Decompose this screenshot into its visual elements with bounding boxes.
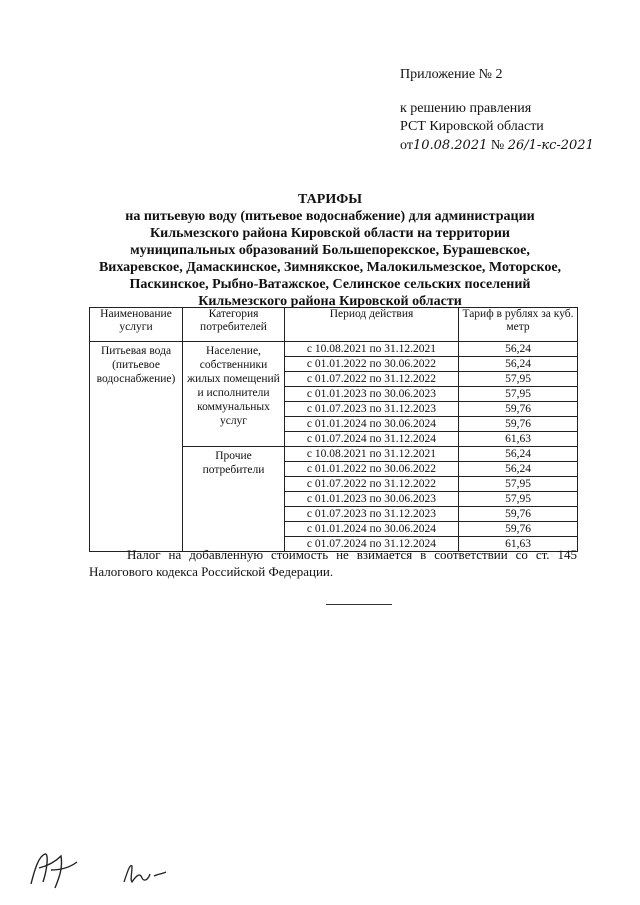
period-cell: с 01.01.2022 по 30.06.2022 (285, 462, 459, 477)
tariff-cell: 57,95 (459, 477, 578, 492)
table-row (90, 342, 578, 357)
tariff-cell: 56,24 (459, 342, 578, 357)
tariff-cell: 56,24 (459, 462, 578, 477)
handwritten-number: 26/1-кс-2021 (507, 138, 594, 153)
period-cell: с 01.01.2024 по 30.06.2024 (285, 522, 459, 537)
period-cell: с 01.07.2023 по 31.12.2023 (285, 402, 459, 417)
tariff-cell: 59,76 (459, 402, 578, 417)
handwritten-date: 10.08.2021 (412, 138, 488, 153)
tariff-cell: 61,63 (459, 537, 578, 552)
decision-line-1: к решению правления (400, 101, 532, 116)
period-cell: с 10.08.2021 по 31.12.2021 (285, 447, 459, 462)
signature-scribble-2 (120, 860, 170, 886)
tariff-cell: 59,76 (459, 417, 578, 432)
period-cell: с 01.07.2022 по 31.12.2022 (285, 477, 459, 492)
from-label: от (400, 138, 413, 153)
period-cell: с 01.07.2022 по 31.12.2022 (285, 372, 459, 387)
appendix-label: Приложение № 2 (400, 67, 503, 82)
title-line: Вихаревское, Дамаскинское, Зимнякское, Малокильмезское, Моторское, (98, 260, 562, 275)
column-header-category: Категория потребителей (183, 308, 285, 342)
column-header-period: Период действия (285, 308, 459, 342)
title-line: на питьевую воду (питьевое водоснабжение) для администрации (125, 209, 535, 224)
period-cell: с 10.08.2021 по 31.12.2021 (285, 342, 459, 357)
tariff-table (89, 307, 578, 552)
tariff-cell: 56,24 (459, 357, 578, 372)
title-line: Кильмезского района Кировской области на территории (150, 226, 510, 241)
period-cell: с 01.01.2023 по 30.06.2023 (285, 492, 459, 507)
vat-note (89, 546, 577, 580)
signature-scribble-1 (25, 848, 83, 892)
decision-date-number (400, 137, 594, 154)
number-label: № (490, 138, 505, 153)
tariff-cell: 59,76 (459, 522, 578, 537)
tariff-cell: 61,63 (459, 432, 578, 447)
category-cell: Население, собственники жилых помещений и исполнители коммунальных услуг (183, 342, 285, 447)
title-line: муниципальных образований Большепорекское, Бурашевское, (130, 243, 530, 258)
signature-mark (25, 848, 83, 898)
document-title: ТАРИФЫ (298, 192, 362, 207)
end-divider (326, 604, 392, 605)
tariff-cell: 57,95 (459, 387, 578, 402)
tariff-cell: 59,76 (459, 507, 578, 522)
period-cell: с 01.01.2022 по 30.06.2022 (285, 357, 459, 372)
column-header-tariff: Тариф в рублях за куб. метр (459, 308, 578, 342)
title-line: Кильмезского района Кировской области (198, 294, 462, 309)
period-cell: с 01.01.2023 по 30.06.2023 (285, 387, 459, 402)
decision-line-2: РСТ Кировской области (400, 119, 544, 134)
vat-note-text: Налог на добавленную стоимость не взимается в соответствии со ст. 145 Налогового кодекса Российской Федерации. (89, 547, 577, 579)
title-line: Паскинское, Рыбно-Ватажское, Селинское сельских поселений (129, 277, 531, 292)
tariff-cell: 57,95 (459, 492, 578, 507)
column-header-service: Наименование услуги (90, 308, 183, 342)
service-name-cell: Питьевая вода (питьевое водоснабжение) (90, 342, 183, 552)
period-cell: с 01.07.2023 по 31.12.2023 (285, 507, 459, 522)
table-header-row (90, 308, 578, 342)
tariff-cell: 57,95 (459, 372, 578, 387)
category-cell: Прочие потребители (183, 447, 285, 552)
period-cell: с 01.01.2024 по 30.06.2024 (285, 417, 459, 432)
tariff-cell: 56,24 (459, 447, 578, 462)
signature-mark (120, 860, 170, 892)
period-cell: с 01.07.2024 по 31.12.2024 (285, 537, 459, 552)
period-cell: с 01.07.2024 по 31.12.2024 (285, 432, 459, 447)
